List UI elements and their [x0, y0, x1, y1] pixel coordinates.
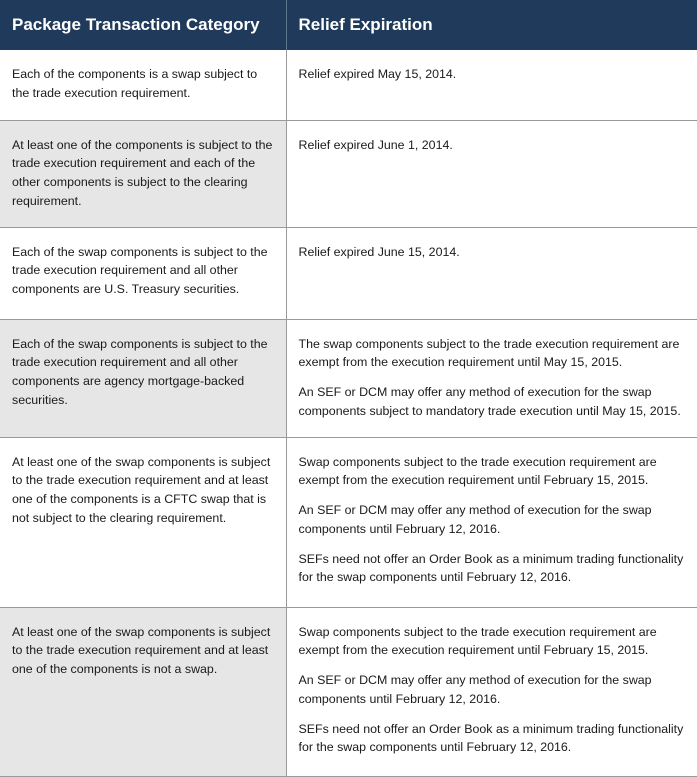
category-cell: [0, 227, 286, 319]
table-body: [0, 50, 697, 776]
table-header: [0, 0, 697, 50]
relief-text: SEFs need not offer an Order Book as a minimum trading functionality for the swap components until February 12, 2016.: [298, 551, 684, 585]
table-row: [0, 607, 697, 776]
relief-text: SEFs need not offer an Order Book as a minimum trading functionality for the swap components until February 12, 2016.: [298, 721, 684, 755]
relief-text: Swap components subject to the trade execution requirement are exempt from the execution requirement until February 15, 2015.: [298, 454, 657, 488]
relief-cell: [286, 120, 697, 227]
table-row: [0, 437, 697, 607]
relief-cell: [286, 607, 697, 776]
relief-text: Relief expired May 15, 2014.: [298, 67, 457, 81]
table-row: [0, 227, 697, 319]
header-row: [0, 0, 697, 50]
relief-cell: [286, 319, 697, 437]
relief-cell: [286, 437, 697, 607]
relief-text: An SEF or DCM may offer any method of execution for the swap components until February 12, 2016.: [298, 673, 652, 706]
header-relief-expiration: Relief Expiration: [286, 0, 697, 50]
relief-text: Relief expired June 15, 2014.: [298, 244, 460, 259]
category-cell: [0, 120, 286, 227]
table-row: [0, 120, 697, 227]
category-text: At least one of the components is subject to the trade execution requirement and each of the other components is subject to the clearing requirement.: [12, 137, 273, 208]
category-cell: [0, 607, 286, 776]
table-row: [0, 50, 697, 120]
header-package-transaction-category: Package Transaction Category: [0, 0, 286, 50]
category-cell: [0, 50, 286, 120]
category-text: Each of the components is a swap subject to the trade execution requirement.: [12, 67, 258, 100]
category-text: Each of the swap components is subject to the trade execution requirement and all other components are U.S. Treasury securities.: [12, 244, 268, 297]
category-cell: [0, 437, 286, 607]
category-text: At least one of the swap components is subject to the trade execution requirement and at least one of the components is not a swap.: [12, 624, 271, 677]
relief-text: Swap components subject to the trade execution requirement are exempt from the execution requirement until February 15, 2015.: [298, 624, 657, 658]
relief-cell: [286, 50, 697, 120]
relief-text: Relief expired June 1, 2014.: [298, 137, 453, 152]
relief-cell: [286, 227, 697, 319]
table-row: [0, 319, 697, 437]
category-cell: [0, 319, 286, 437]
category-text: Each of the swap components is subject to the trade execution requirement and all other components are agency mortgage-backed securities.: [12, 336, 268, 407]
relief-text: The swap components subject to the trade execution requirement are exempt from the execution requirement until May 15, 2015.: [298, 336, 680, 370]
relief-text: An SEF or DCM may offer any method of execution for the swap components until February 12, 2016.: [298, 503, 652, 536]
relief-text: An SEF or DCM may offer any method of execution for the swap components subject to mandatory trade execution until May 15, 2015.: [298, 385, 681, 418]
category-text: At least one of the swap components is subject to the trade execution requirement and at least one of the components is a CFTC swap that is not subject to the clearing requirement.: [12, 454, 271, 525]
